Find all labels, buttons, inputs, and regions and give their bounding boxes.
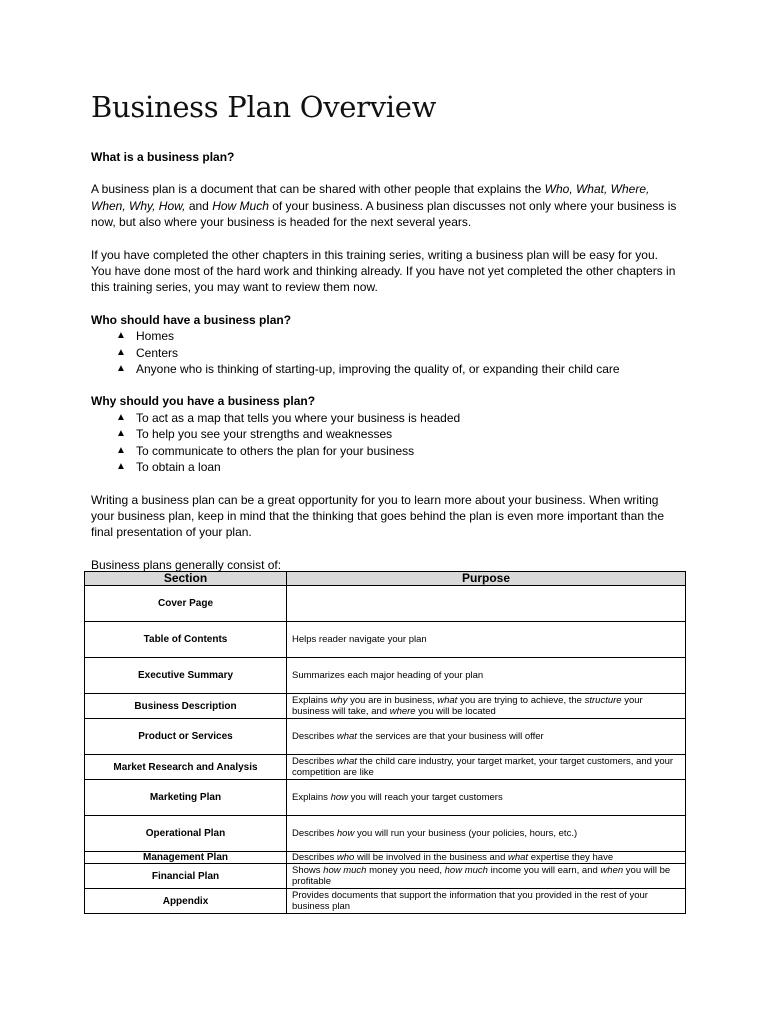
purpose-text: the child care industry, your target market, your target customers, and your competition are like xyxy=(292,756,674,778)
list-item xyxy=(91,361,681,377)
purpose-cell xyxy=(287,658,686,694)
list-item xyxy=(91,459,681,475)
purpose-text-italic: structure xyxy=(584,695,622,706)
list-item xyxy=(91,328,681,344)
purpose-cell xyxy=(287,889,686,914)
purpose-text: Describes xyxy=(292,731,337,742)
page-title: Business Plan Overview xyxy=(91,90,437,124)
purpose-cell xyxy=(287,586,686,622)
text-run: and xyxy=(185,198,213,213)
section-cell: Product or Services xyxy=(85,719,287,755)
section-cell: Table of Contents xyxy=(85,622,287,658)
triangle-bullet-icon: ▲ xyxy=(116,428,126,440)
purpose-cell xyxy=(287,852,686,864)
section-cell: Operational Plan xyxy=(85,816,287,852)
purpose-text: you are trying to achieve, the xyxy=(457,695,585,706)
purpose-text: Provides documents that support the information that you provided in the rest of your business plan xyxy=(292,890,648,912)
purpose-text: Explains xyxy=(292,695,331,706)
text-run: A business plan is a document that can be shared with other people that explains the xyxy=(91,182,545,197)
list-item-text: To act as a map that tells you where your business is headed xyxy=(136,410,461,425)
purpose-text: Describes xyxy=(292,852,337,863)
table-row xyxy=(85,622,686,658)
purpose-cell xyxy=(287,694,686,719)
purpose-text-italic: when xyxy=(600,865,624,876)
purpose-text-italic: what xyxy=(437,695,458,706)
list-item-text: Centers xyxy=(136,345,179,360)
table-row xyxy=(85,889,686,914)
section-cell: Market Research and Analysis xyxy=(85,755,287,780)
purpose-cell xyxy=(287,719,686,755)
section-cell: Cover Page xyxy=(85,586,287,622)
paragraph-definition xyxy=(91,181,681,230)
list-item-text: To obtain a loan xyxy=(136,460,221,475)
table-row xyxy=(85,864,686,889)
purpose-text-italic: where xyxy=(389,706,416,717)
list-item-text: Homes xyxy=(136,329,175,344)
purpose-text: your business will take, and xyxy=(292,695,643,717)
purpose-text: you will be located xyxy=(415,706,496,717)
section-heading-who: Who should have a business plan? xyxy=(91,312,292,327)
list-item xyxy=(91,410,681,426)
triangle-bullet-icon: ▲ xyxy=(116,330,126,342)
section-cell: Marketing Plan xyxy=(85,780,287,816)
column-header-section: Section xyxy=(85,572,287,586)
who-list xyxy=(91,328,681,377)
table-row xyxy=(85,852,686,864)
section-cell: Management Plan xyxy=(85,852,287,864)
list-item-text: Anyone who is thinking of starting-up, improving the quality of, or expanding their child care xyxy=(136,362,620,377)
purpose-text: you are in business, xyxy=(347,695,438,706)
purpose-text: the services are that your business will offer xyxy=(356,731,544,742)
triangle-bullet-icon: ▲ xyxy=(116,411,126,423)
business-plan-table xyxy=(84,571,686,914)
purpose-cell xyxy=(287,755,686,780)
purpose-cell xyxy=(287,864,686,889)
paragraph-closing: Writing a business plan can be a great opportunity for you to learn more about your business. When writing your business plan, keep in mind that the thinking that goes behind the plan is even more important than the final presentation of your plan. xyxy=(91,492,665,540)
section-cell: Executive Summary xyxy=(85,658,287,694)
table-row xyxy=(85,694,686,719)
why-list xyxy=(91,410,681,476)
text-run-italic: Who, What, Where, When, Why, How, xyxy=(91,182,650,213)
table-row xyxy=(85,755,686,780)
purpose-text-italic: what xyxy=(336,731,357,742)
section-cell: Business Description xyxy=(85,694,287,719)
purpose-cell xyxy=(287,622,686,658)
purpose-text-italic: how xyxy=(336,828,355,839)
table-row xyxy=(85,816,686,852)
list-item xyxy=(91,345,681,361)
table-header-row xyxy=(85,572,686,586)
purpose-text-italic: how much xyxy=(323,865,367,876)
purpose-text: Describes xyxy=(292,756,337,767)
triangle-bullet-icon: ▲ xyxy=(116,363,126,375)
purpose-text-italic: who xyxy=(336,852,355,863)
purpose-text-italic: what xyxy=(336,756,357,767)
purpose-cell xyxy=(287,816,686,852)
list-item xyxy=(91,443,681,459)
purpose-text: money you need, xyxy=(366,865,445,876)
text-run-italic: How Much xyxy=(212,198,269,213)
purpose-text-italic: what xyxy=(508,852,529,863)
table-intro: Business plans generally consist of: xyxy=(91,557,282,572)
triangle-bullet-icon: ▲ xyxy=(116,444,126,456)
paragraph-chapters: If you have completed the other chapters in this training series, writing a business plan will be easy for you. You have done most of the hard work and thinking already. If you have not yet completed the other chapters in this training series, you may want to review them now. xyxy=(91,247,676,295)
purpose-text: you will run your business (your policies, hours, etc.) xyxy=(354,828,578,839)
section-heading-why: Why should you have a business plan? xyxy=(91,394,316,409)
table-row xyxy=(85,658,686,694)
purpose-text: Summarizes each major heading of your plan xyxy=(292,670,484,681)
purpose-text: expertise they have xyxy=(528,852,614,863)
purpose-text: income you will earn, and xyxy=(487,865,601,876)
purpose-text: you will be profitable xyxy=(292,865,671,887)
purpose-cell xyxy=(287,780,686,816)
list-item xyxy=(91,426,681,442)
table-row xyxy=(85,719,686,755)
purpose-text: will be involved in the business and xyxy=(354,852,508,863)
table-row xyxy=(85,586,686,622)
triangle-bullet-icon: ▲ xyxy=(116,461,126,473)
section-cell: Financial Plan xyxy=(85,864,287,889)
text-run: of your business. A business plan discusses not only where your business is now, but also where your business is headed for the next several years. xyxy=(91,198,677,230)
column-header-purpose: Purpose xyxy=(287,572,686,586)
purpose-text: Explains xyxy=(292,792,331,803)
purpose-text-italic: how much xyxy=(444,865,488,876)
triangle-bullet-icon: ▲ xyxy=(116,346,126,358)
body-content xyxy=(91,149,681,573)
table-row xyxy=(85,780,686,816)
list-item-text: To communicate to others the plan for your business xyxy=(136,443,415,458)
section-cell: Appendix xyxy=(85,889,287,914)
purpose-text: you will reach your target customers xyxy=(348,792,503,803)
purpose-text: Shows xyxy=(292,865,324,876)
purpose-text-italic: how xyxy=(330,792,348,803)
purpose-text-italic: why xyxy=(330,695,348,706)
list-item-text: To help you see your strengths and weaknesses xyxy=(136,427,393,442)
purpose-text: Helps reader navigate your plan xyxy=(292,634,427,645)
purpose-text: Describes xyxy=(292,828,337,839)
section-heading-what: What is a business plan? xyxy=(91,150,235,164)
